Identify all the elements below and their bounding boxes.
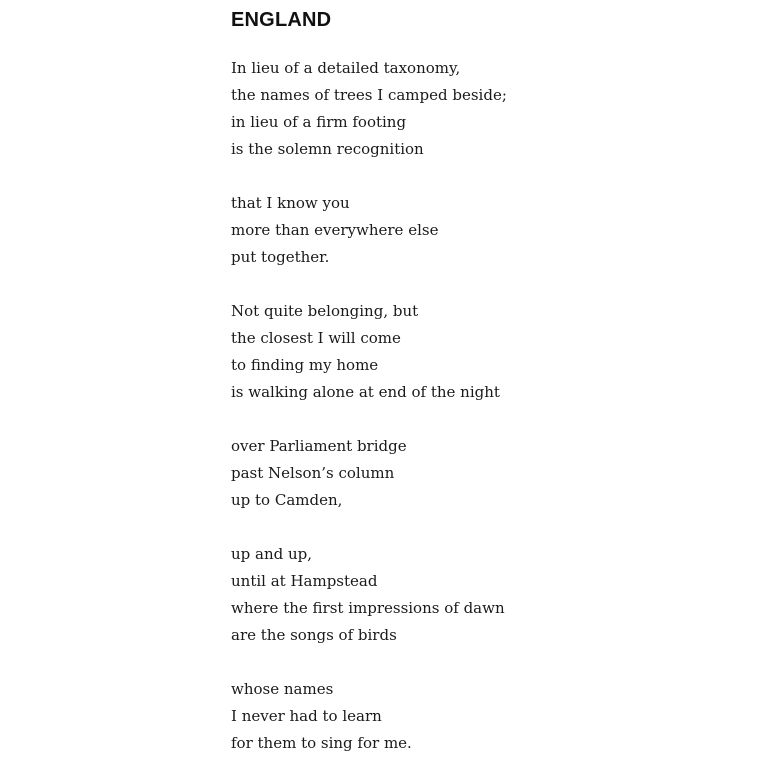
- poem-line: in lieu of a firm footing: [231, 113, 407, 131]
- stanza-4: [231, 433, 731, 514]
- poem-line: where the first impressions of dawn: [231, 599, 505, 617]
- poem-line: I never had to learn: [231, 707, 382, 725]
- poem-line: whose names: [231, 680, 334, 698]
- poem-line: up and up,: [231, 545, 313, 563]
- stanza-2: [231, 190, 731, 271]
- poem-line: to finding my home: [231, 356, 379, 374]
- poem: [231, 8, 731, 784]
- poem-line: until at Hampstead: [231, 572, 378, 590]
- stanza-5: [231, 541, 731, 649]
- poem-title: ENGLAND: [231, 9, 332, 31]
- poem-line: up to Camden,: [231, 491, 343, 509]
- stanza-6: [231, 676, 731, 757]
- poem-line: past Nelson’s column: [231, 464, 395, 482]
- poem-line: In lieu of a detailed taxonomy,: [231, 59, 461, 77]
- poem-line: the names of trees I camped beside;: [231, 86, 507, 104]
- poem-line: is the solemn recognition: [231, 140, 424, 158]
- poem-line: are the songs of birds: [231, 626, 397, 644]
- poem-line: over Parliament bridge: [231, 437, 407, 455]
- stanza-1: [231, 55, 731, 163]
- poem-line: Not quite belonging, but: [231, 302, 419, 320]
- stanza-3: [231, 298, 731, 406]
- poem-line: put together.: [231, 248, 330, 266]
- poem-line: more than everywhere else: [231, 221, 439, 239]
- poem-line: that I know you: [231, 194, 350, 212]
- poem-line: the closest I will come: [231, 329, 401, 347]
- poem-line: is walking alone at end of the night: [231, 383, 500, 401]
- poem-line: for them to sing for me.: [231, 734, 412, 752]
